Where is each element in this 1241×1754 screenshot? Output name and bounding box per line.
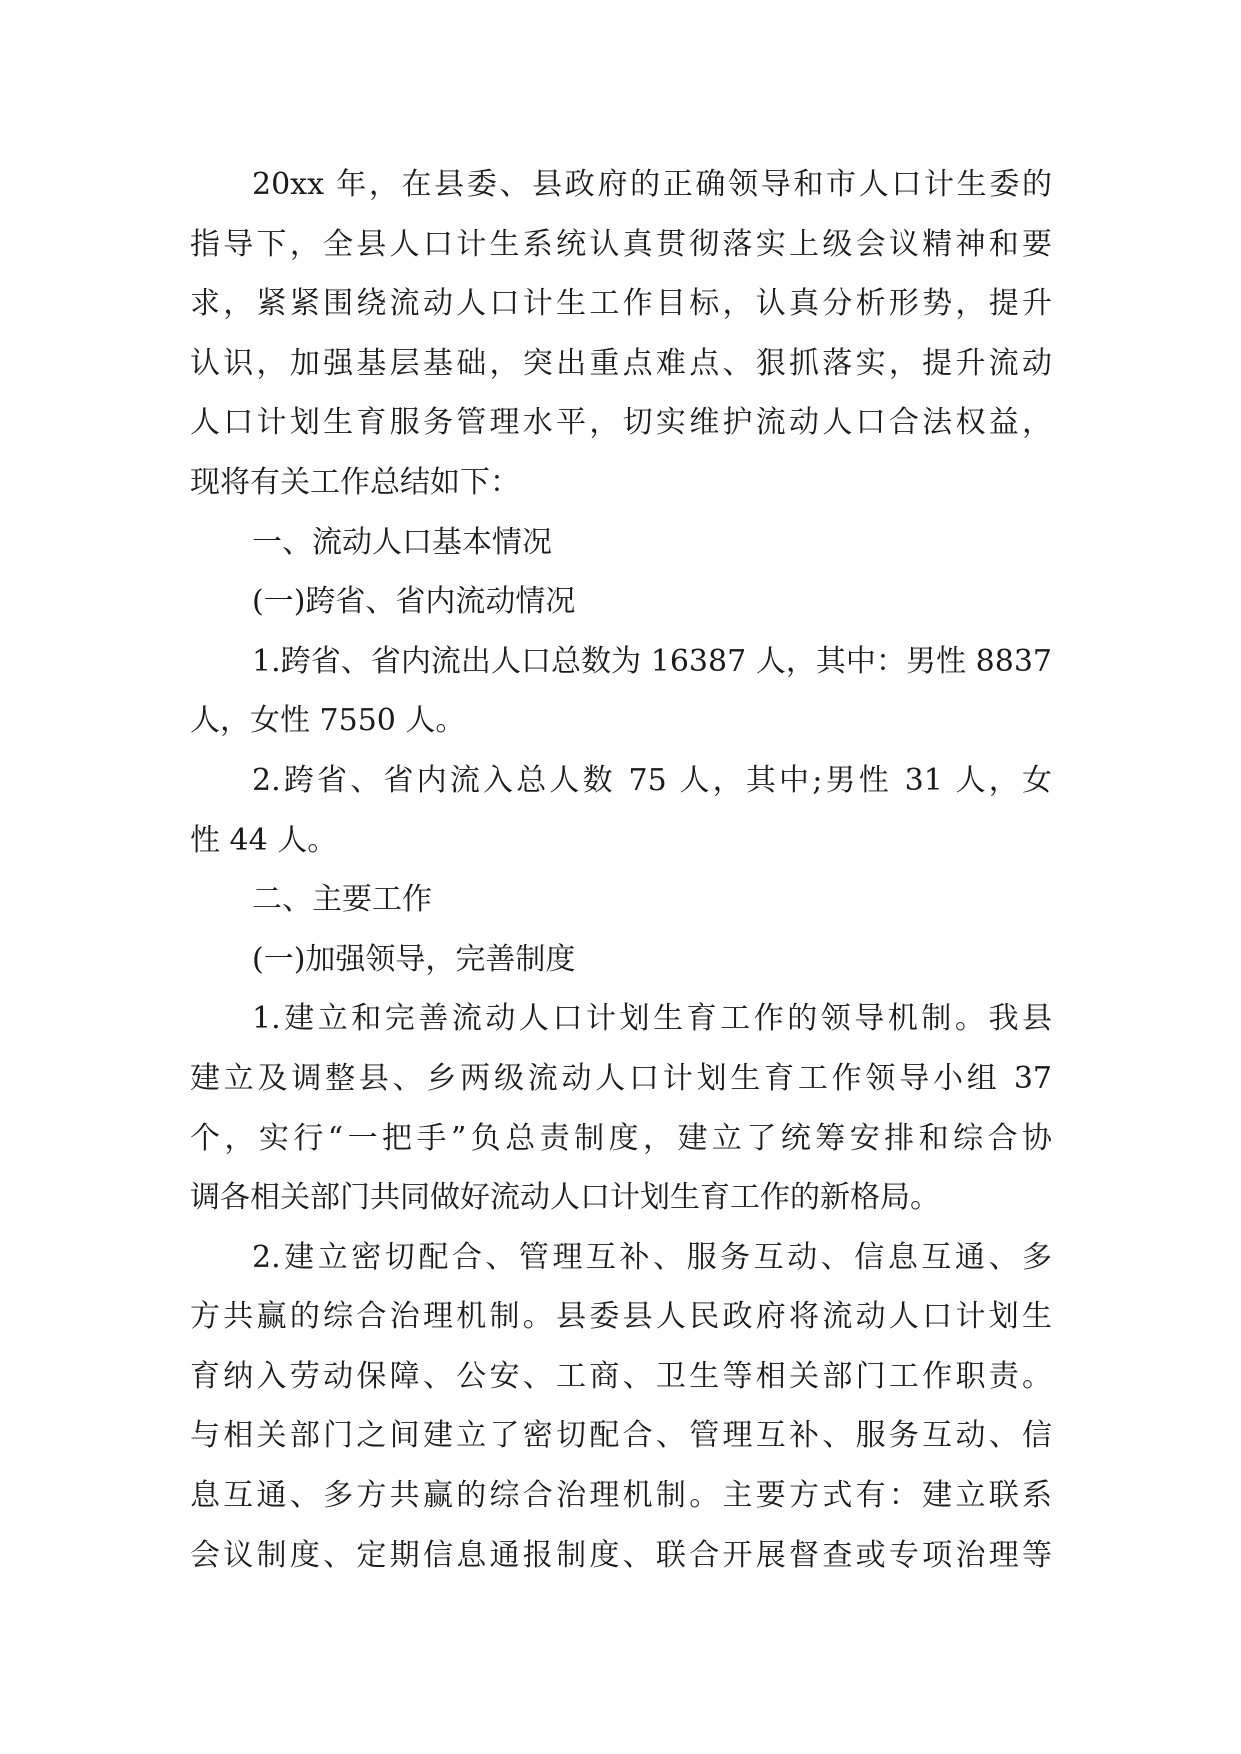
text-line: 一、流动人口基本情况	[252, 524, 552, 560]
text-line: 人口计划生育服务管理水平，切实维护流动人口合法权益，	[190, 405, 1052, 441]
text-line: 人，女性 7550 人。	[190, 703, 466, 739]
text-line: 方共赢的综合治理机制。县委县人民政府将流动人口计划生	[190, 1299, 1052, 1335]
text-line: 二、主要工作	[252, 882, 432, 918]
text-line: (一)加强领导，完善制度	[252, 941, 576, 977]
text-line: 求，紧紧围绕流动人口计生工作目标，认真分析形势，提升	[190, 286, 1052, 322]
text-line: 指导下，全县人口计生系统认真贯彻落实上级会议精神和要	[190, 226, 1052, 262]
text-line: 认识，加强基层基础，突出重点难点、狠抓落实，提升流动	[190, 345, 1052, 381]
text-line: 建立及调整县、乡两级流动人口计划生育工作领导小组 37	[190, 1060, 1052, 1096]
text-line: 2.建立密切配合、管理互补、服务互动、信息互通、多	[252, 1239, 1052, 1275]
text-line: (一)跨省、省内流动情况	[252, 584, 576, 620]
text-line: 与相关部门之间建立了密切配合、管理互补、服务互动、信	[190, 1418, 1052, 1454]
text-line: 育纳入劳动保障、公安、工商、卫生等相关部门工作职责。	[190, 1358, 1052, 1394]
text-line: 调各相关部门共同做好流动人口计划生育工作的新格局。	[190, 1180, 940, 1216]
text-line: 1.建立和完善流动人口计划生育工作的领导机制。我县	[252, 1001, 1052, 1037]
text-line: 现将有关工作总结如下：	[190, 464, 520, 500]
document-body	[190, 155, 1052, 1585]
text-line: 性 44 人。	[190, 822, 338, 858]
text-line: 2.跨省、省内流入总人数 75 人，其中;男性 31 人，女	[252, 762, 1052, 798]
text-line: 1.跨省、省内流出人口总数为 16387 人，其中：男性 8837	[252, 643, 1052, 679]
text-line: 会议制度、定期信息通报制度、联合开展督查或专项治理等	[190, 1537, 1052, 1573]
text-line: 20xx 年，在县委、县政府的正确领导和市人口计生委的	[252, 167, 1052, 202]
text-line: 个，实行“一把手”负总责制度，建立了统筹安排和综合协	[190, 1120, 1052, 1156]
text-line: 息互通、多方共赢的综合治理机制。主要方式有：建立联系	[190, 1478, 1052, 1514]
